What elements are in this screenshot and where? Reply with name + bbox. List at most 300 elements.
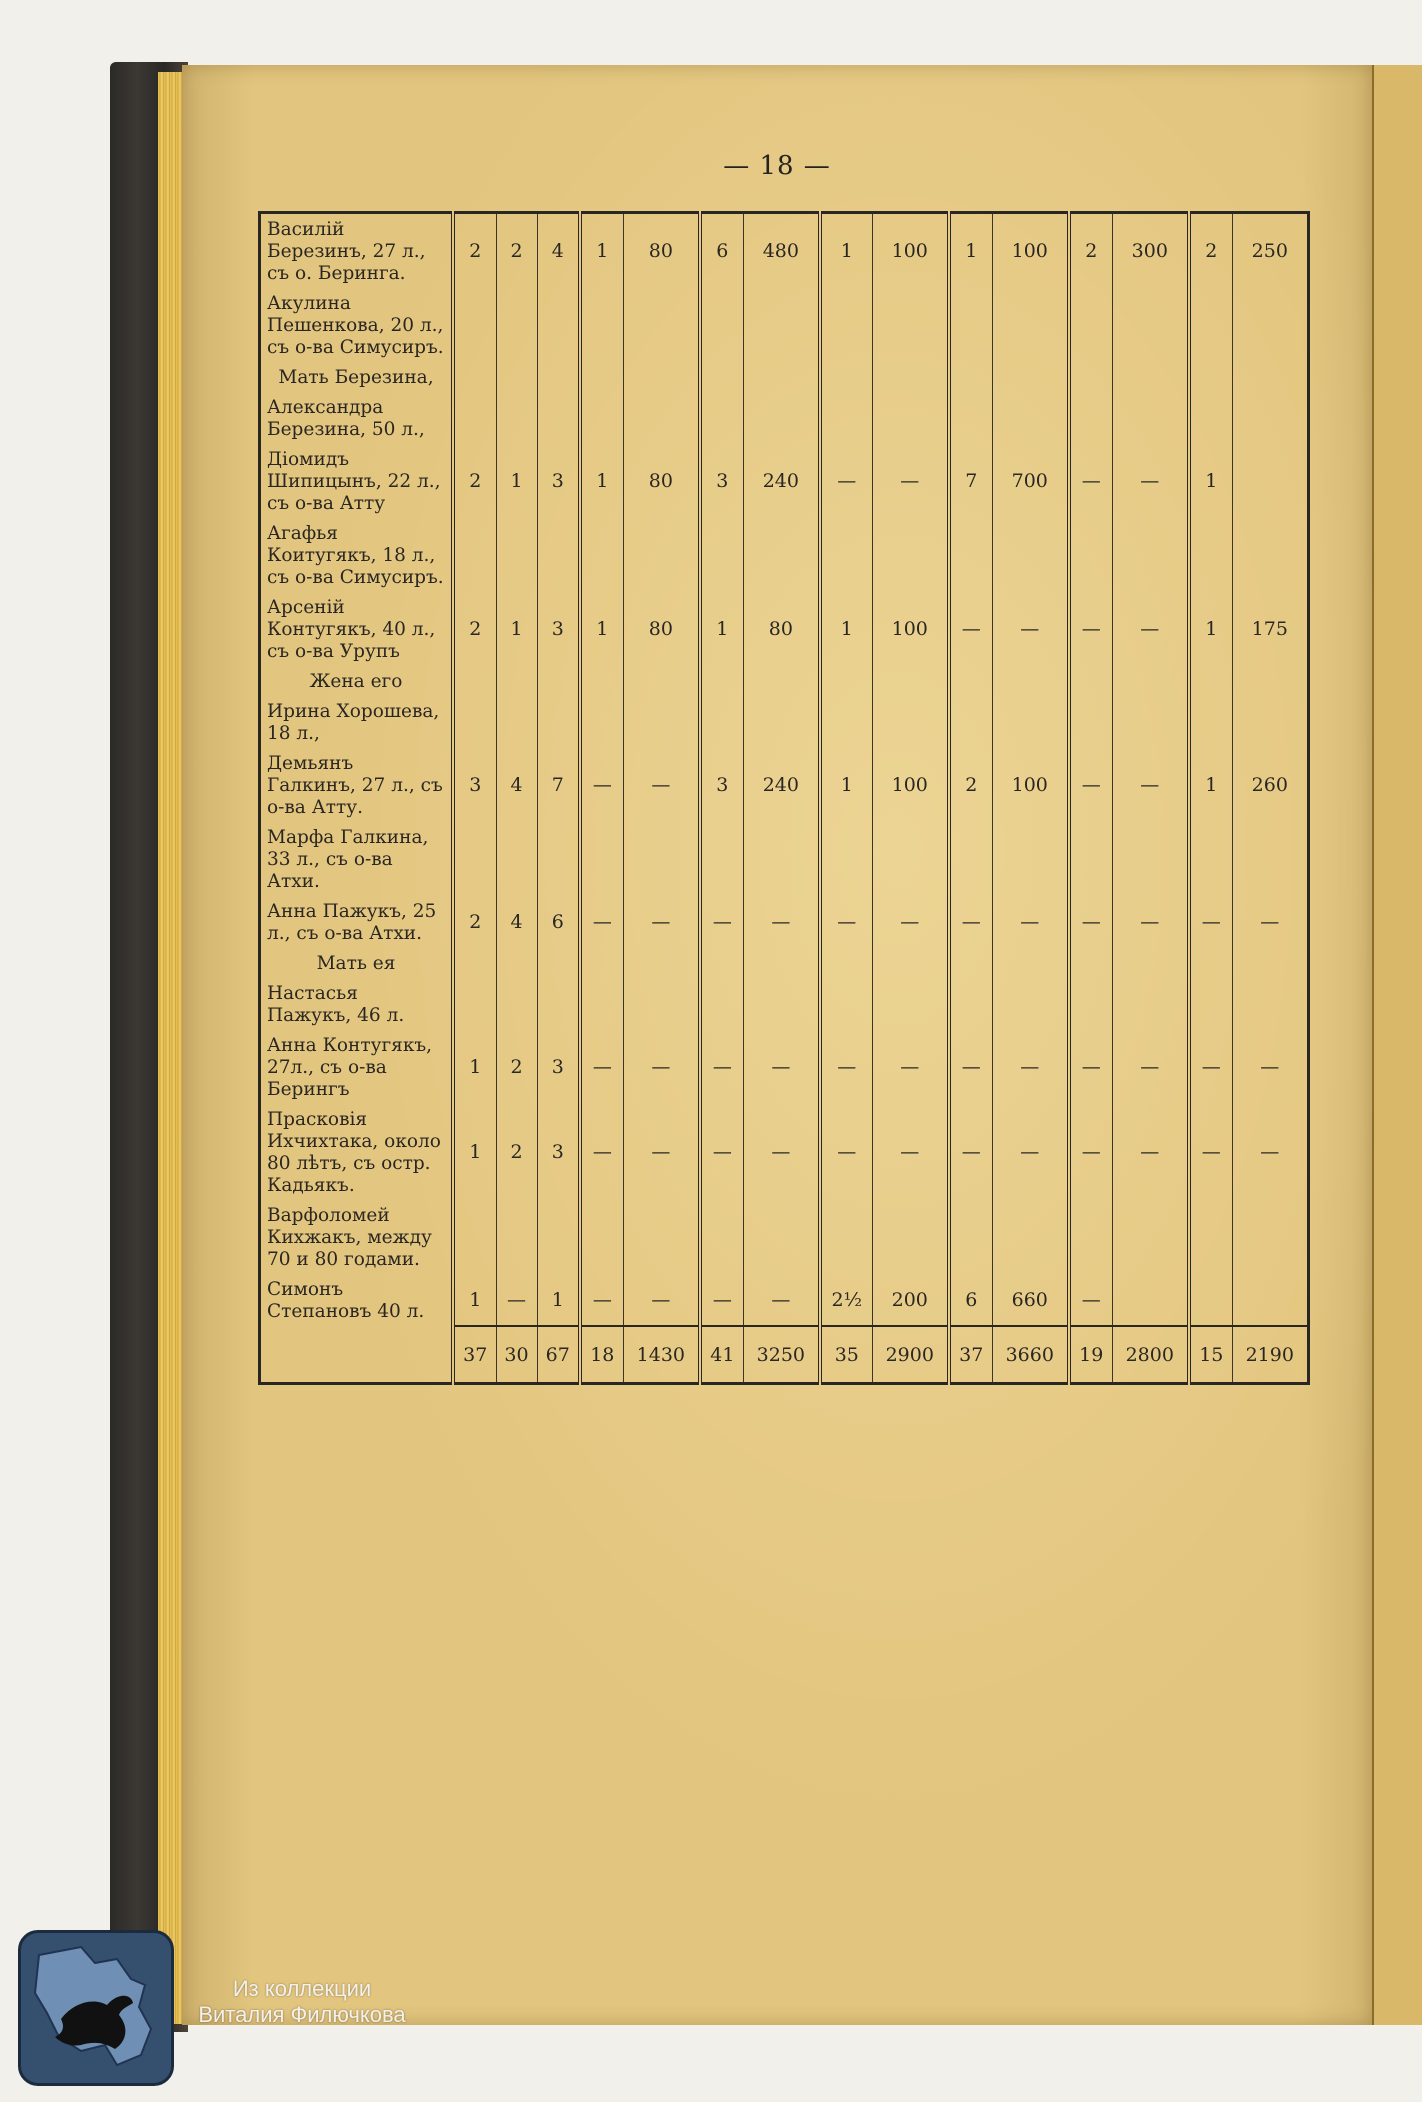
person-name: Акулина Пешенкова, 20 л., съ о-ва Симусиръ. <box>260 288 454 362</box>
value-cell <box>992 822 1069 896</box>
value-cell: — <box>580 896 623 948</box>
value-cell <box>1112 362 1189 392</box>
total-cell: 2900 <box>872 1326 949 1384</box>
value-cell <box>1069 696 1112 748</box>
value-cell <box>1232 444 1308 518</box>
value-cell <box>872 1200 949 1274</box>
value-cell <box>1069 362 1112 392</box>
table-row <box>260 288 1309 362</box>
value-cell <box>496 978 537 1030</box>
value-cell: 1 <box>700 592 743 666</box>
value-cell <box>580 666 623 696</box>
value-cell <box>872 948 949 978</box>
value-cell: — <box>1112 444 1189 518</box>
value-cell: — <box>743 896 820 948</box>
value-cell: 4 <box>537 213 580 289</box>
value-cell <box>1232 518 1308 592</box>
value-cell: 3 <box>700 748 743 822</box>
value-cell: 250 <box>1232 213 1308 289</box>
value-cell <box>872 362 949 392</box>
value-cell <box>496 948 537 978</box>
value-cell: — <box>743 1104 820 1200</box>
value-cell: 6 <box>949 1274 992 1326</box>
table-row <box>260 696 1309 748</box>
value-cell <box>820 666 872 696</box>
value-cell: — <box>820 1030 872 1104</box>
value-cell <box>1069 822 1112 896</box>
value-cell <box>949 288 992 362</box>
value-cell: — <box>1232 896 1308 948</box>
total-cell: 37 <box>453 1326 496 1384</box>
person-name: Варфоломей Кихжакъ, между 70 и 80 годами. <box>260 1200 454 1274</box>
value-cell <box>820 1200 872 1274</box>
value-cell: 100 <box>992 748 1069 822</box>
value-cell <box>872 666 949 696</box>
value-cell <box>1189 1200 1232 1274</box>
value-cell <box>1232 666 1308 696</box>
value-cell: — <box>1069 1274 1112 1326</box>
value-cell <box>1069 392 1112 444</box>
value-cell: 2 <box>453 592 496 666</box>
person-name: Діомидъ Шипицынъ, 22 л., съ о-ва Атту <box>260 444 454 518</box>
value-cell: 1 <box>1189 748 1232 822</box>
adjacent-page <box>1372 65 1422 2025</box>
value-cell <box>453 362 496 392</box>
value-cell <box>872 518 949 592</box>
value-cell <box>743 666 820 696</box>
value-cell <box>580 978 623 1030</box>
total-cell: 2800 <box>1112 1326 1189 1384</box>
value-cell: 660 <box>992 1274 1069 1326</box>
value-cell <box>1112 948 1189 978</box>
table-row <box>260 592 1309 666</box>
page-number: — 18 — <box>723 151 831 181</box>
value-cell: 4 <box>496 748 537 822</box>
value-cell <box>700 1200 743 1274</box>
value-cell <box>623 518 700 592</box>
value-cell: — <box>496 1274 537 1326</box>
person-name: Анна Пажукъ, 25 л., съ о-ва Атхи. <box>260 896 454 948</box>
value-cell: — <box>580 1274 623 1326</box>
value-cell <box>623 978 700 1030</box>
value-cell: — <box>992 592 1069 666</box>
total-label-cell <box>260 1326 454 1384</box>
value-cell <box>1189 948 1232 978</box>
value-cell <box>1232 948 1308 978</box>
value-cell <box>1232 1200 1308 1274</box>
value-cell <box>453 288 496 362</box>
value-cell <box>537 948 580 978</box>
value-cell <box>623 362 700 392</box>
value-cell <box>623 1200 700 1274</box>
value-cell: — <box>580 748 623 822</box>
table-row <box>260 978 1309 1030</box>
value-cell: — <box>820 1104 872 1200</box>
total-cell: 19 <box>1069 1326 1112 1384</box>
value-cell: — <box>1189 1104 1232 1200</box>
person-name: Александра Березина, 50 л., <box>260 392 454 444</box>
value-cell <box>453 822 496 896</box>
table-row <box>260 362 1309 392</box>
value-cell <box>949 822 992 896</box>
person-name: Демьянъ Галкинъ, 27 л., съ о-ва Атту. <box>260 748 454 822</box>
value-cell <box>820 978 872 1030</box>
total-cell: 15 <box>1189 1326 1232 1384</box>
value-cell: — <box>1112 1030 1189 1104</box>
value-cell <box>623 822 700 896</box>
value-cell <box>1189 666 1232 696</box>
value-cell <box>820 948 872 978</box>
value-cell: — <box>1112 1104 1189 1200</box>
value-cell: 1 <box>949 213 992 289</box>
value-cell: 200 <box>872 1274 949 1326</box>
watermark-line-1: Из коллекции <box>232 1976 372 2001</box>
total-cell: 35 <box>820 1326 872 1384</box>
value-cell: 2 <box>453 444 496 518</box>
person-name: Прасковія Ихчихтака, около 80 лѣтъ, съ остр. Кадьякъ. <box>260 1104 454 1200</box>
value-cell <box>496 288 537 362</box>
value-cell: 2 <box>949 748 992 822</box>
value-cell <box>949 392 992 444</box>
person-name: Мать Березина, <box>260 362 454 392</box>
value-cell: 2 <box>496 1030 537 1104</box>
value-cell: — <box>1069 1030 1112 1104</box>
value-cell <box>1069 978 1112 1030</box>
value-cell <box>1112 392 1189 444</box>
person-name: Настасья Пажукъ, 46 л. <box>260 978 454 1030</box>
person-name: Ирина Хорошева, 18 л., <box>260 696 454 748</box>
value-cell <box>453 666 496 696</box>
value-cell <box>453 392 496 444</box>
value-cell: 700 <box>992 444 1069 518</box>
value-cell: 100 <box>872 592 949 666</box>
collection-logo <box>18 1930 174 2086</box>
value-cell <box>700 518 743 592</box>
value-cell <box>1189 518 1232 592</box>
value-cell: — <box>992 1030 1069 1104</box>
total-cell: 67 <box>537 1326 580 1384</box>
value-cell <box>496 362 537 392</box>
value-cell <box>1069 288 1112 362</box>
value-cell <box>1112 822 1189 896</box>
table-row <box>260 666 1309 696</box>
total-cell: 3250 <box>743 1326 820 1384</box>
value-cell <box>453 948 496 978</box>
value-cell: — <box>623 1274 700 1326</box>
total-cell: 41 <box>700 1326 743 1384</box>
value-cell <box>700 948 743 978</box>
value-cell <box>1189 696 1232 748</box>
value-cell <box>700 288 743 362</box>
value-cell <box>537 392 580 444</box>
value-cell <box>623 288 700 362</box>
value-cell: — <box>1189 896 1232 948</box>
table-row <box>260 1030 1309 1104</box>
value-cell <box>743 288 820 362</box>
table-row <box>260 1104 1309 1200</box>
value-cell <box>580 392 623 444</box>
value-cell <box>949 518 992 592</box>
value-cell <box>820 362 872 392</box>
value-cell <box>992 1200 1069 1274</box>
value-cell: 6 <box>700 213 743 289</box>
value-cell <box>992 978 1069 1030</box>
value-cell <box>1189 822 1232 896</box>
table-row <box>260 948 1309 978</box>
value-cell: 80 <box>743 592 820 666</box>
value-cell: 1 <box>496 592 537 666</box>
value-cell <box>537 518 580 592</box>
value-cell <box>820 518 872 592</box>
value-cell <box>1189 288 1232 362</box>
value-cell <box>700 392 743 444</box>
value-cell <box>872 978 949 1030</box>
value-cell <box>820 822 872 896</box>
value-cell: — <box>1112 896 1189 948</box>
table-row <box>260 1200 1309 1274</box>
value-cell: — <box>1232 1030 1308 1104</box>
value-cell: — <box>820 896 872 948</box>
value-cell <box>872 822 949 896</box>
value-cell: 4 <box>496 896 537 948</box>
value-cell: 3 <box>537 1104 580 1200</box>
value-cell <box>1069 666 1112 696</box>
value-cell <box>1232 978 1308 1030</box>
value-cell <box>537 666 580 696</box>
value-cell <box>496 696 537 748</box>
value-cell <box>992 518 1069 592</box>
value-cell <box>820 288 872 362</box>
table-row <box>260 748 1309 822</box>
watermark-line-2: Виталия Филючкова <box>198 2002 406 2027</box>
person-name: Василій Березинъ, 27 л., съ о. Беринга. <box>260 213 454 289</box>
value-cell: — <box>949 592 992 666</box>
value-cell <box>537 1200 580 1274</box>
value-cell <box>580 696 623 748</box>
value-cell: 2½ <box>820 1274 872 1326</box>
value-cell: — <box>580 1030 623 1104</box>
value-cell: — <box>1069 896 1112 948</box>
person-name: Жена его <box>260 666 454 696</box>
value-cell <box>580 822 623 896</box>
value-cell: — <box>1232 1104 1308 1200</box>
value-cell <box>700 696 743 748</box>
table-row <box>260 896 1309 948</box>
value-cell <box>580 288 623 362</box>
value-cell: 1 <box>580 592 623 666</box>
value-cell: 1 <box>820 213 872 289</box>
value-cell <box>1232 362 1308 392</box>
value-cell <box>743 362 820 392</box>
value-cell <box>992 696 1069 748</box>
value-cell: 2 <box>1069 213 1112 289</box>
value-cell <box>1069 518 1112 592</box>
value-cell <box>453 696 496 748</box>
value-cell <box>496 518 537 592</box>
value-cell: 1 <box>820 748 872 822</box>
value-cell: — <box>949 1104 992 1200</box>
value-cell: 1 <box>537 1274 580 1326</box>
value-cell: 260 <box>1232 748 1308 822</box>
census-table <box>258 211 1310 1385</box>
book-page <box>182 65 1372 2025</box>
person-name: Мать ея <box>260 948 454 978</box>
person-name: Симонъ Степановъ 40 л. <box>260 1274 454 1326</box>
value-cell <box>949 978 992 1030</box>
value-cell: — <box>820 444 872 518</box>
value-cell <box>743 948 820 978</box>
total-cell: 18 <box>580 1326 623 1384</box>
value-cell <box>496 666 537 696</box>
value-cell <box>537 362 580 392</box>
value-cell: 3 <box>537 444 580 518</box>
value-cell <box>1189 362 1232 392</box>
value-cell: 3 <box>453 748 496 822</box>
value-cell <box>949 1200 992 1274</box>
value-cell <box>1189 392 1232 444</box>
total-cell: 1430 <box>623 1326 700 1384</box>
value-cell <box>1112 978 1189 1030</box>
totals-row <box>260 1326 1309 1384</box>
value-cell <box>820 696 872 748</box>
value-cell: — <box>743 1274 820 1326</box>
value-cell: — <box>623 1030 700 1104</box>
value-cell: 1 <box>453 1030 496 1104</box>
value-cell: 100 <box>872 748 949 822</box>
value-cell <box>992 288 1069 362</box>
value-cell: 1 <box>580 213 623 289</box>
value-cell: — <box>1112 748 1189 822</box>
value-cell <box>623 696 700 748</box>
value-cell: — <box>1069 592 1112 666</box>
value-cell: — <box>700 1030 743 1104</box>
value-cell: 3 <box>537 592 580 666</box>
seal-map-icon <box>21 1933 171 2083</box>
value-cell <box>580 948 623 978</box>
value-cell <box>1069 948 1112 978</box>
value-cell: — <box>743 1030 820 1104</box>
value-cell: — <box>1069 1104 1112 1200</box>
table-row <box>260 392 1309 444</box>
value-cell <box>580 1200 623 1274</box>
table-row <box>260 444 1309 518</box>
value-cell: 6 <box>537 896 580 948</box>
value-cell: 1 <box>453 1274 496 1326</box>
person-name: Агафья Коитугякъ, 18 л., съ о-ва Симусиръ. <box>260 518 454 592</box>
value-cell: — <box>700 896 743 948</box>
table-row <box>260 822 1309 896</box>
value-cell <box>743 696 820 748</box>
value-cell: — <box>872 1104 949 1200</box>
value-cell <box>820 392 872 444</box>
value-cell: 3 <box>537 1030 580 1104</box>
value-cell <box>992 666 1069 696</box>
value-cell: 1 <box>496 444 537 518</box>
value-cell <box>453 978 496 1030</box>
value-cell: — <box>623 748 700 822</box>
value-cell: 1 <box>1189 592 1232 666</box>
total-cell: 3660 <box>992 1326 1069 1384</box>
value-cell <box>700 362 743 392</box>
value-cell: — <box>1112 592 1189 666</box>
value-cell: 1 <box>820 592 872 666</box>
value-cell: 300 <box>1112 213 1189 289</box>
value-cell: — <box>1069 444 1112 518</box>
value-cell <box>743 518 820 592</box>
value-cell: 240 <box>743 748 820 822</box>
total-cell: 30 <box>496 1326 537 1384</box>
collection-watermark <box>182 1976 422 2028</box>
value-cell <box>580 362 623 392</box>
table-row <box>260 1274 1309 1326</box>
value-cell <box>1232 1274 1308 1326</box>
value-cell <box>992 948 1069 978</box>
total-cell: 37 <box>949 1326 992 1384</box>
value-cell: — <box>872 1030 949 1104</box>
value-cell <box>872 392 949 444</box>
value-cell <box>992 362 1069 392</box>
table-row <box>260 213 1309 289</box>
value-cell <box>1112 288 1189 362</box>
value-cell <box>743 822 820 896</box>
value-cell: — <box>992 896 1069 948</box>
person-name: Анна Контугякъ, 27л., съ о-ва Берингъ <box>260 1030 454 1104</box>
value-cell <box>496 822 537 896</box>
value-cell <box>623 392 700 444</box>
value-cell: — <box>949 1030 992 1104</box>
value-cell <box>1069 1200 1112 1274</box>
value-cell: 480 <box>743 213 820 289</box>
value-cell: 240 <box>743 444 820 518</box>
value-cell: — <box>700 1104 743 1200</box>
value-cell: 100 <box>992 213 1069 289</box>
value-cell <box>1112 696 1189 748</box>
value-cell <box>949 666 992 696</box>
value-cell: 175 <box>1232 592 1308 666</box>
value-cell: 7 <box>537 748 580 822</box>
value-cell <box>496 392 537 444</box>
value-cell: — <box>700 1274 743 1326</box>
value-cell <box>700 978 743 1030</box>
value-cell <box>872 696 949 748</box>
value-cell <box>453 518 496 592</box>
value-cell <box>1112 666 1189 696</box>
person-name: Марфа Галкина, 33 л., съ о-ва Атхи. <box>260 822 454 896</box>
value-cell: 7 <box>949 444 992 518</box>
value-cell <box>623 666 700 696</box>
value-cell: 100 <box>872 213 949 289</box>
value-cell <box>1112 518 1189 592</box>
value-cell: — <box>1069 748 1112 822</box>
value-cell <box>743 1200 820 1274</box>
value-cell <box>743 978 820 1030</box>
value-cell: 80 <box>623 444 700 518</box>
value-cell <box>1189 1274 1232 1326</box>
value-cell <box>1232 288 1308 362</box>
value-cell: 2 <box>453 213 496 289</box>
value-cell: 1 <box>1189 444 1232 518</box>
value-cell: 2 <box>496 1104 537 1200</box>
value-cell <box>949 696 992 748</box>
value-cell: 80 <box>623 592 700 666</box>
value-cell <box>743 392 820 444</box>
value-cell <box>537 288 580 362</box>
value-cell: — <box>872 444 949 518</box>
value-cell <box>872 288 949 362</box>
person-name: Арсеній Контугякъ, 40 л., съ о-ва Урупъ <box>260 592 454 666</box>
value-cell <box>1232 696 1308 748</box>
value-cell <box>949 948 992 978</box>
